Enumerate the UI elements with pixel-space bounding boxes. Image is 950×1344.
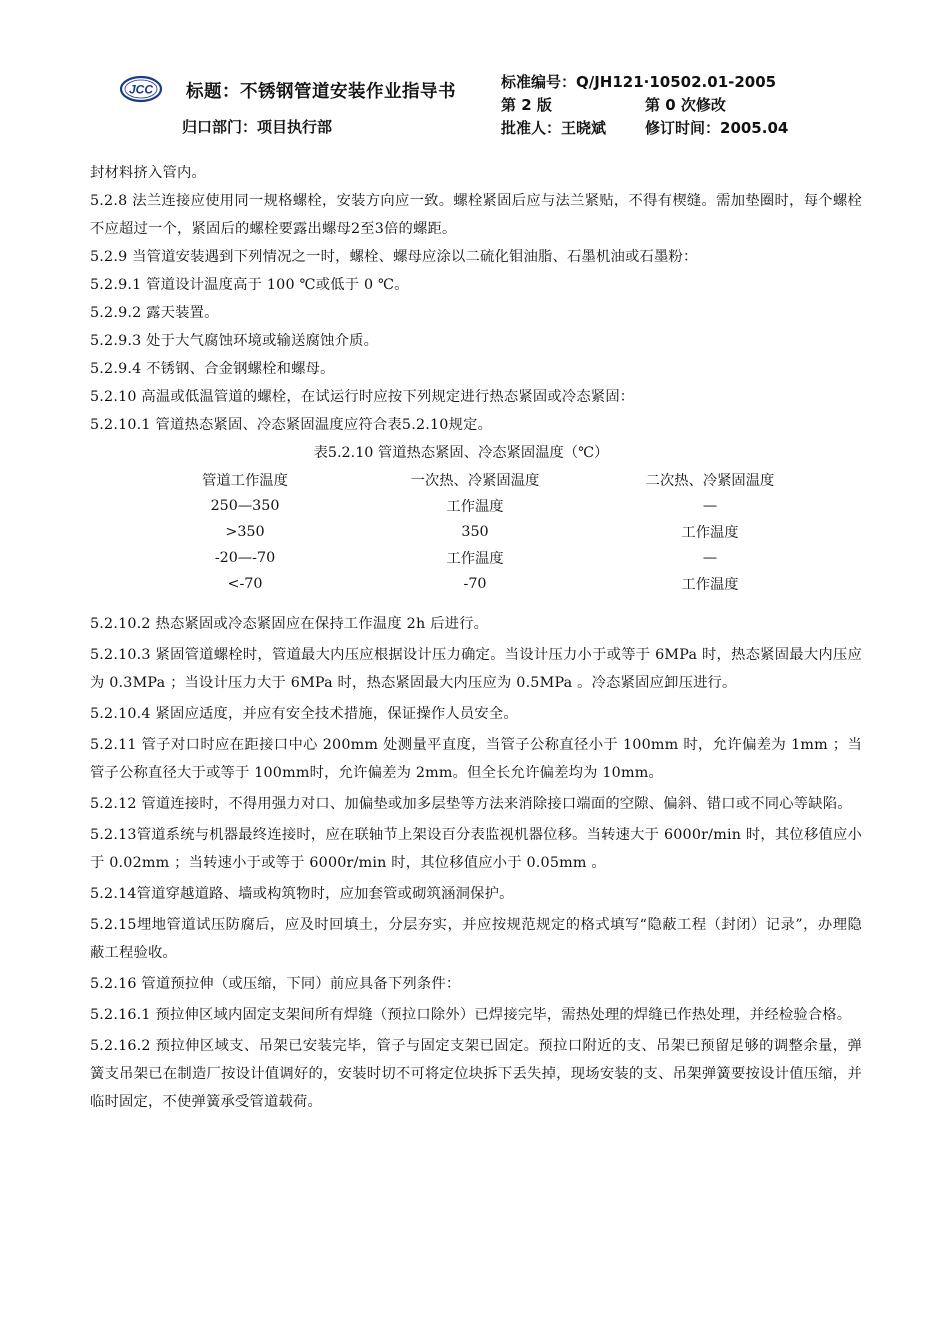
paragraph: 5.2.10.2 热态紧固或冷态紧固应在保持工作温度 2h 后进行。	[90, 616, 489, 632]
paragraph: 5.2.13管道系统与机器最终连接时，应在联轴节上架设百分表监视机器位移。当转速大于 6000r/min 时，其位移值应小于 0.02mm ；当转速小于或等于 6000r/min 时，其位移值应小于 0.05mm 。	[90, 827, 862, 871]
paragraph: 5.2.10.3 紧固管道螺栓时，管道最大内压应根据设计压力确定。当设计压力小于或等于 6MPa 时，热态紧固最大内压应为 0.3MPa ；当设计压力大于 6MPa 时，热态紧固最大内压应为 0.5MPa 。冷态紧固应卸压进行。	[90, 647, 862, 691]
table-cell: -20—-70	[214, 550, 276, 566]
paragraph: 5.2.9.2 露天装置。	[90, 305, 219, 321]
paragraph: 5.2.10.4 紧固应适度，并应有安全技术措施，保证操作人员安全。	[90, 706, 518, 722]
document-body	[90, 159, 862, 1116]
paragraph: 5.2.11 管子对口时应在距接口中心 200mm 处测量平直度，当管子公称直径小于 100mm 时，允许偏差为 1mm ；当管子公称直径大于或等于 100mm时，允许偏差为 2mm。但全长允许偏差均为 10mm。	[90, 737, 862, 781]
paragraph: 5.2.9.3 处于大气腐蚀环境或输送腐蚀介质。	[90, 333, 379, 349]
logo-text: JCC	[128, 82, 154, 97]
table-cell: 工作温度	[681, 577, 739, 593]
table-caption: 表5.2.10 管道热态紧固、冷态紧固温度（℃）	[313, 445, 609, 461]
table-row	[130, 571, 830, 597]
paragraph: 5.2.12 管道连接时，不得用强力对口、加偏垫或加多层垫等方法来消除接口端面的空隙、偏斜、错口或不同心等缺陷。	[90, 796, 852, 812]
table-cell: 工作温度	[446, 551, 504, 567]
paragraph: 5.2.10.1 管道热态紧固、冷态紧固温度应符合表5.2.10规定。	[90, 417, 493, 433]
edition: 第 2 版	[501, 96, 552, 114]
table-cell: 工作温度	[681, 525, 739, 541]
column-header: 一次热、冷紧固温度	[410, 473, 540, 489]
paragraph: 5.2.8 法兰连接应使用同一规格螺栓，安装方向应一致。螺栓紧固后应与法兰紧贴，不得有楔缝。需加垫圈时，每个螺栓不应超过一个，紧固后的螺栓要露出螺母2至3倍的螺距。	[90, 193, 862, 237]
table-cell: >350	[225, 524, 265, 540]
table-header-row	[130, 467, 830, 493]
paragraph: 5.2.10 高温或低温管道的螺栓，在试运行时应按下列规定进行热态紧固或冷态紧固：	[90, 389, 635, 405]
table-row	[130, 519, 830, 545]
table-cell: —	[702, 550, 718, 566]
approver: 批准人：王晓斌	[501, 119, 607, 137]
document-title: 标题：不锈钢管道安装作业指导书	[186, 82, 456, 102]
paragraph: 5.2.9.1 管道设计温度高于 100 ℃或低于 0 ℃。	[90, 277, 409, 293]
column-header: 管道工作温度	[202, 473, 288, 489]
table-row	[130, 493, 830, 519]
paragraph: 5.2.9 当管道安装遇到下列情况之一时，螺栓、螺母应涂以二硫化钼油脂、石墨机油或石墨粉：	[90, 249, 698, 265]
paragraph: 5.2.14管道穿越道路、墙或构筑物时，应加套管或砌筑涵洞保护。	[90, 886, 514, 902]
paragraph: 5.2.16 管道预拉伸（或压缩，下同）前应具备下列条件：	[90, 976, 461, 992]
department: 归口部门：项目执行部	[182, 118, 333, 136]
paragraph: 封材料挤入管内。	[90, 165, 206, 181]
paragraph: 5.2.16.1 预拉伸区域内固定支架间所有焊缝（预拉口除外）已焊接完毕，需热处理的焊缝已作热处理，并经检验合格。	[90, 1007, 852, 1023]
table-cell: 250—350	[210, 498, 280, 514]
table-row	[130, 545, 830, 571]
table-cell: -70	[463, 576, 487, 592]
company-logo	[119, 74, 163, 104]
standard-number: 标准编号：Q/JH121·10502.01-2005	[501, 73, 777, 91]
temperature-table	[130, 467, 830, 597]
table-cell: 350	[461, 524, 489, 540]
revision: 第 0 次修改	[645, 96, 726, 114]
table-cell: 工作温度	[446, 499, 504, 515]
paragraph: 5.2.15埋地管道试压防腐后，应及时回填土，分层夯实，并应按规范规定的格式填写“隐蔽工程（封闭）记录”，办理隐蔽工程验收。	[90, 917, 862, 961]
table-cell: <-70	[227, 576, 263, 592]
paragraph: 5.2.9.4 不锈钢、合金钢螺栓和螺母。	[90, 361, 335, 377]
table-cell: —	[702, 498, 718, 514]
column-header: 二次热、冷紧固温度	[645, 473, 775, 489]
paragraph: 5.2.16.2 预拉伸区域支、吊架已安装完毕，管子与固定支架已固定。预拉口附近的支、吊架已预留足够的调整余量，弹簧支吊架已在制造厂按设计值调好的，安装时切不可将定位块拆下丢失掉，现场安装的支、吊架弹簧要按设计值压缩，并临时固定，不使弹簧承受管道载荷。	[90, 1038, 862, 1110]
revised-date: 修订时间：2005.04	[645, 119, 789, 137]
